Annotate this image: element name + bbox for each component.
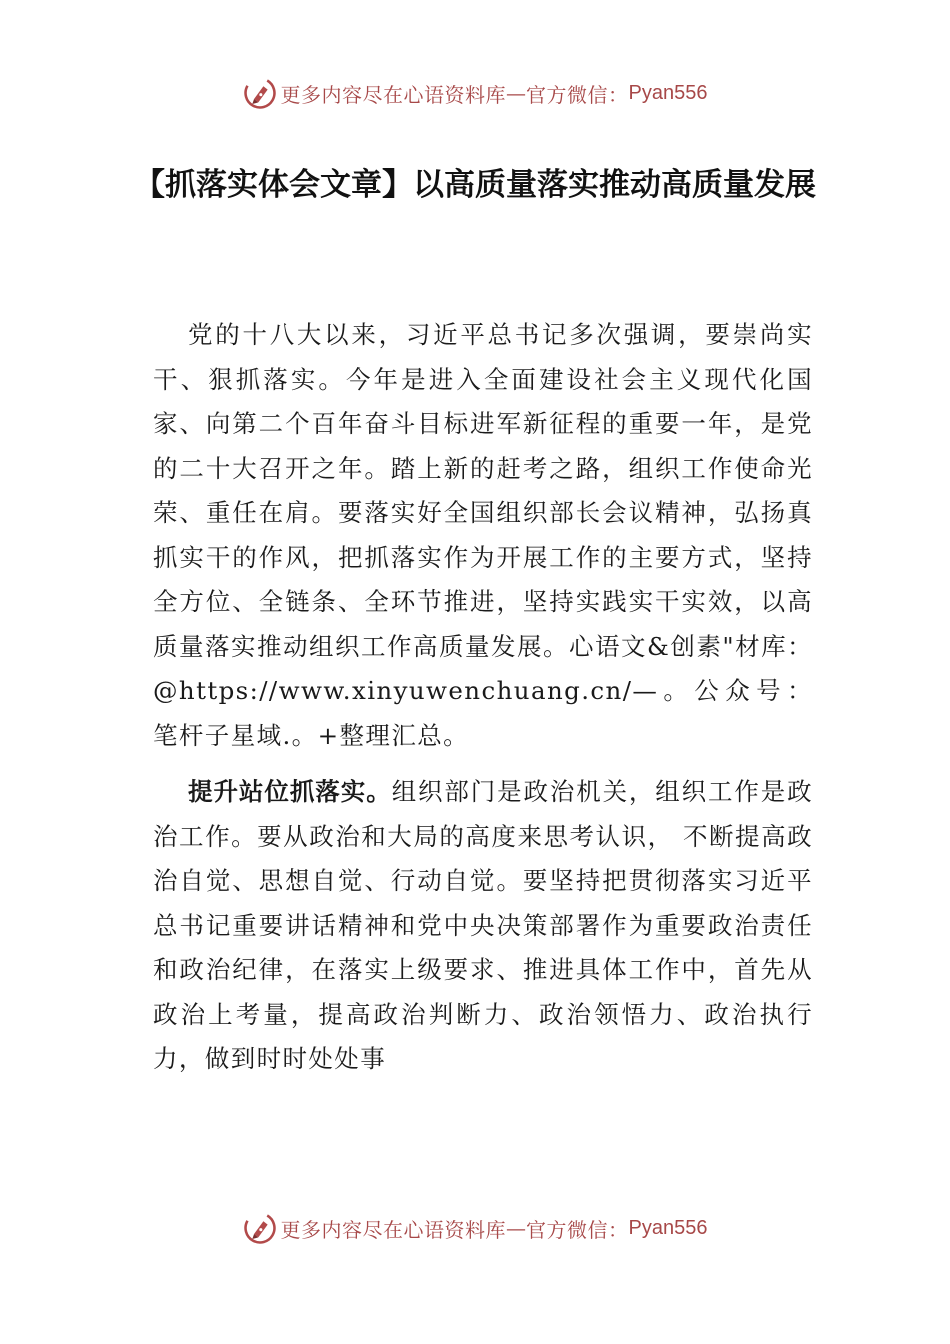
paragraph-section-1	[153, 770, 813, 1082]
banner-wechat-label: 官方微信：	[526, 82, 629, 107]
paragraph-intro	[153, 313, 813, 758]
pen-nib-logo-icon	[243, 76, 277, 110]
paragraph-lead: 提升站位抓落实。	[188, 777, 392, 806]
document-title: 【抓落实体会文章】以高质量落实推动高质量发展	[134, 167, 816, 203]
document-body	[153, 313, 813, 1082]
banner-slogan: 更多内容尽在心语资料库	[280, 82, 507, 107]
banner-wechat-id: Pyan556	[628, 81, 708, 104]
banner-wechat-label: 官方微信：	[526, 1217, 629, 1242]
paragraph-text: 党的十八大以来，习近平总书记多次强调，要崇尚实干、狠抓落实。今年是进入全面建设社会主义现代化国家、向第二个百年奋斗目标进军新征程的重要一年，是党的二十大召开之年。踏上新的赶考之路，组织工作使命光荣、重任在肩。要落实好全国组织部长会议精神，弘扬真抓实干的作风，把抓落实作为开展工作的主要方式，坚持全方位、全链条、全环节推进，坚持实践实干实效，以高质量落实推动组织工作高质量发展。心语文&创素"材库：@https://www.xinyuwenchuang.cn/—。公众号：笔杆子星域.。+整理汇总。	[153, 320, 813, 750]
banner-separator: —	[506, 81, 527, 105]
footer-banner	[0, 1208, 950, 1248]
paragraph-text: 组织部门是政治机关，组织工作是政治工作。要从政治和大局的高度来思考认识， 不断提高政治自觉、思想自觉、行动自觉。要坚持把贯彻落实习近平总书记重要讲话精神和党中央决策部署作为重要政治责任和政治纪律，在落实上级要求、推进具体工作中，首先从政治上考量，提高政治判断力、政治领悟力、政治执行力，做到时时处处事	[153, 777, 813, 1073]
header-banner	[0, 73, 950, 113]
banner-wechat-id: Pyan556	[628, 1216, 708, 1239]
pen-nib-logo-icon	[243, 1211, 277, 1245]
banner-slogan: 更多内容尽在心语资料库	[280, 1217, 507, 1242]
banner-separator: —	[506, 1216, 527, 1240]
